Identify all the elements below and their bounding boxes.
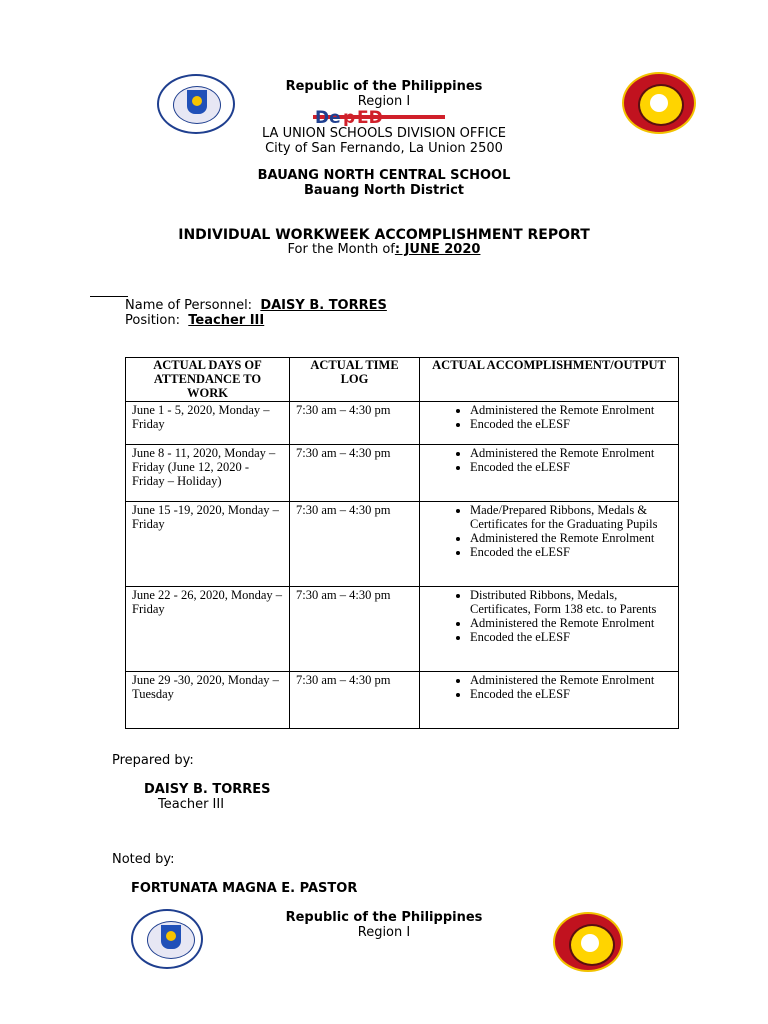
list-item: • Encoded the eLESF — [470, 630, 672, 644]
header-days: ACTUAL DAYS OF ATTENDANCE TO WORK — [126, 358, 290, 402]
month-label: For the Month of — [287, 242, 395, 257]
school-name: BAUANG NORTH CENTRAL SCHOOL — [257, 168, 511, 183]
days-cell: June 22 - 26, 2020, Monday – Friday — [126, 587, 290, 672]
noted-label: Noted by: — [112, 852, 175, 867]
time-cell: 7:30 am – 4:30 pm — [290, 402, 420, 445]
list-item: • Administered the Remote Enrolment — [470, 403, 672, 417]
month-value: : JUNE 2020 — [394, 242, 481, 257]
rule-line — [90, 296, 128, 297]
output-cell — [420, 502, 679, 587]
month-line — [0, 242, 768, 257]
prepared-name: DAISY B. TORRES — [144, 782, 271, 797]
report-title: INDIVIDUAL WORKWEEK ACCOMPLISHMENT REPORT — [178, 227, 590, 243]
footer-republic: Republic of the Philippines — [285, 910, 483, 925]
days-cell: June 8 - 11, 2020, Monday – Friday (June 12, 2020 - Friday – Holiday) — [126, 445, 290, 502]
name-value: DAISY B. TORRES — [260, 298, 387, 313]
table-row — [126, 672, 679, 729]
days-cell: June 15 -19, 2020, Monday – Friday — [126, 502, 290, 587]
svg-text:De: De — [315, 108, 341, 126]
personnel-line — [125, 298, 387, 313]
output-cell — [420, 402, 679, 445]
time-cell: 7:30 am – 4:30 pm — [290, 587, 420, 672]
output-cell — [420, 445, 679, 502]
footer-region: Region I — [357, 925, 411, 940]
city-address: City of San Fernando, La Union 2500 — [265, 141, 503, 156]
time-cell: 7:30 am – 4:30 pm — [290, 502, 420, 587]
time-cell: 7:30 am – 4:30 pm — [290, 445, 420, 502]
table-row — [126, 402, 679, 445]
output-cell — [420, 672, 679, 729]
division-office: LA UNION SCHOOLS DIVISION OFFICE — [262, 126, 506, 141]
list-item: • Encoded the eLESF — [470, 417, 672, 431]
position-value: Teacher III — [188, 313, 265, 328]
list-item: • Administered the Remote Enrolment — [470, 673, 672, 687]
prepared-label: Prepared by: — [112, 753, 194, 768]
region-heading: Region I — [357, 94, 411, 109]
header-time: ACTUAL TIME LOG — [290, 358, 420, 402]
list-item: • Administered the Remote Enrolment — [470, 531, 672, 545]
noted-name: FORTUNATA MAGNA E. PASTOR — [131, 881, 358, 896]
list-item: • Administered the Remote Enrolment — [470, 446, 672, 460]
list-item: • Encoded the eLESF — [470, 687, 672, 701]
svg-text:p: p — [343, 108, 356, 126]
list-item: • Distributed Ribbons, Medals, Certificates, Form 138 etc. to Parents — [470, 588, 672, 616]
list-item: • Encoded the eLESF — [470, 545, 672, 559]
republic-heading: Republic of the Philippines — [285, 79, 483, 94]
header-output: ACTUAL ACCOMPLISHMENT/OUTPUT — [420, 358, 679, 402]
table-header-row — [126, 358, 679, 402]
table-row — [126, 587, 679, 672]
position-label: Position: — [125, 313, 180, 328]
time-cell: 7:30 am – 4:30 pm — [290, 672, 420, 729]
accomplishment-table — [125, 357, 679, 729]
list-item: • Administered the Remote Enrolment — [470, 616, 672, 630]
output-cell — [420, 587, 679, 672]
name-label: Name of Personnel: — [125, 298, 253, 313]
position-line — [125, 313, 264, 328]
svg-text:ED: ED — [357, 108, 383, 126]
prepared-position: Teacher III — [158, 797, 225, 812]
days-cell: June 1 - 5, 2020, Monday – Friday — [126, 402, 290, 445]
deped-logo — [313, 108, 445, 126]
list-item: • Made/Prepared Ribbons, Medals & Certificates for the Graduating Pupils — [470, 503, 672, 531]
list-item: • Encoded the eLESF — [470, 460, 672, 474]
days-cell: June 29 -30, 2020, Monday – Tuesday — [126, 672, 290, 729]
table-row — [126, 445, 679, 502]
table-row — [126, 502, 679, 587]
district-name: Bauang North District — [304, 183, 464, 198]
